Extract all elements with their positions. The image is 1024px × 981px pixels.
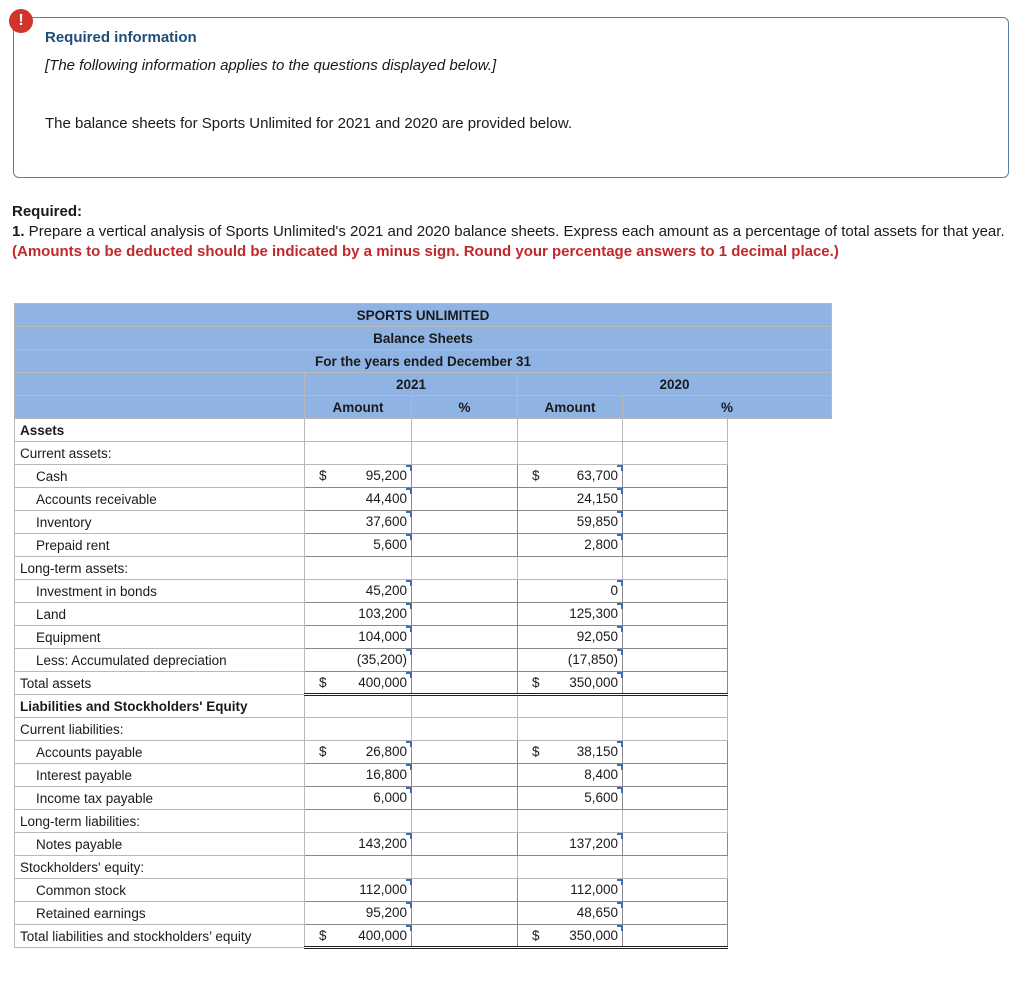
amount-value: 95,200 — [365, 468, 407, 483]
info-title: Required information — [45, 29, 197, 46]
table-row — [15, 626, 832, 649]
percent-input-2021[interactable] — [412, 741, 518, 764]
amount-2020 — [518, 511, 623, 534]
amount-2020 — [518, 833, 623, 856]
amount-value: 400,000 — [358, 675, 407, 690]
amount-value: 38,150 — [576, 744, 618, 759]
amount-2021 — [305, 603, 412, 626]
amount-2021 — [305, 672, 412, 695]
percent-input-2020[interactable] — [623, 764, 728, 787]
amount-header-2020: Amount — [518, 396, 623, 419]
amount-2020 — [518, 810, 623, 833]
table-row — [15, 419, 832, 442]
table-row — [15, 787, 832, 810]
percent-input-2020[interactable] — [623, 741, 728, 764]
table-row — [15, 488, 832, 511]
table-row — [15, 810, 832, 833]
table-row — [15, 902, 832, 925]
row-label: Liabilities and Stockholders' Equity — [15, 695, 305, 718]
table-row — [15, 649, 832, 672]
amount-2020 — [518, 488, 623, 511]
percent-input-2020[interactable] — [623, 787, 728, 810]
amount-value: (35,200) — [356, 652, 407, 667]
amount-2021 — [305, 695, 412, 718]
percent-input-2020[interactable] — [623, 580, 728, 603]
amount-value: 0 — [610, 583, 618, 598]
table-row — [15, 580, 832, 603]
amount-2021 — [305, 511, 412, 534]
amount-2020 — [518, 902, 623, 925]
alert-icon: ! — [9, 9, 33, 33]
amount-value: 2,800 — [584, 537, 618, 552]
percent-input-2020[interactable] — [623, 649, 728, 672]
statement-period: For the years ended December 31 — [15, 350, 832, 373]
row-label: Inventory — [15, 511, 305, 534]
amount-value: 24,150 — [576, 491, 618, 506]
currency-symbol: $ — [532, 928, 540, 943]
currency-symbol: $ — [319, 928, 327, 943]
amount-2020 — [518, 534, 623, 557]
table-row — [15, 718, 832, 741]
amount-value: 350,000 — [569, 928, 618, 943]
amount-2021 — [305, 810, 412, 833]
amount-2020 — [518, 626, 623, 649]
percent-input-2020[interactable] — [623, 626, 728, 649]
amount-value: 104,000 — [358, 629, 407, 644]
amount-2021 — [305, 879, 412, 902]
amount-value: 125,300 — [569, 606, 618, 621]
amount-2020 — [518, 442, 623, 465]
row-label: Current liabilities: — [15, 718, 305, 741]
amount-value: 112,000 — [570, 882, 618, 897]
amount-value: 137,200 — [569, 836, 618, 851]
table-row — [15, 511, 832, 534]
table-row — [15, 925, 832, 948]
amount-value: 95,200 — [365, 905, 407, 920]
amount-value: 400,000 — [358, 928, 407, 943]
row-label: Income tax payable — [15, 787, 305, 810]
percent-input-2021[interactable] — [412, 603, 518, 626]
amount-2021 — [305, 718, 412, 741]
row-label: Cash — [15, 465, 305, 488]
percent-input-2021[interactable] — [412, 764, 518, 787]
amount-2021 — [305, 557, 412, 580]
row-label: Land — [15, 603, 305, 626]
percent-blank-2020 — [623, 557, 728, 580]
amount-2021 — [305, 833, 412, 856]
currency-symbol: $ — [532, 468, 540, 483]
percent-blank-2020 — [623, 419, 728, 442]
percent-blank-2021 — [412, 810, 518, 833]
amount-value: 143,200 — [358, 836, 407, 851]
table-row — [15, 879, 832, 902]
amount-value: 48,650 — [576, 905, 618, 920]
amount-2020 — [518, 672, 623, 695]
percent-input-2020[interactable] — [623, 879, 728, 902]
row-label: Assets — [15, 419, 305, 442]
percent-input-2021[interactable] — [412, 626, 518, 649]
amount-2021 — [305, 649, 412, 672]
row-label: Long-term liabilities: — [15, 810, 305, 833]
amount-2020 — [518, 718, 623, 741]
table-row — [15, 442, 832, 465]
required-instructions — [12, 222, 1007, 261]
percent-input-2021[interactable] — [412, 833, 518, 856]
table-row — [15, 856, 832, 879]
percent-input-2021[interactable] — [412, 925, 518, 948]
row-label: Total assets — [15, 672, 305, 695]
table-row — [15, 695, 832, 718]
percent-input-2021[interactable] — [412, 580, 518, 603]
amount-value: 6,000 — [373, 790, 407, 805]
row-label: Equipment — [15, 626, 305, 649]
table-row — [15, 764, 832, 787]
amount-2020 — [518, 787, 623, 810]
info-description: The balance sheets for Sports Unlimited for 2021 and 2020 are provided below. — [45, 115, 572, 132]
amount-2020 — [518, 419, 623, 442]
amount-value: 350,000 — [569, 675, 618, 690]
percent-blank-2020 — [623, 856, 728, 879]
row-label: Long-term assets: — [15, 557, 305, 580]
amount-value: 45,200 — [365, 583, 407, 598]
percent-blank-2020 — [623, 695, 728, 718]
table-row — [15, 741, 832, 764]
currency-symbol: $ — [319, 468, 327, 483]
amount-2021 — [305, 787, 412, 810]
amount-value: 59,850 — [576, 514, 618, 529]
percent-input-2020[interactable] — [623, 511, 728, 534]
year-2020-header: 2020 — [518, 373, 832, 396]
row-label: Stockholders' equity: — [15, 856, 305, 879]
year-2021-header: 2021 — [305, 373, 518, 396]
header-blank — [15, 373, 305, 396]
percent-blank-2021 — [412, 419, 518, 442]
amount-header-2021: Amount — [305, 396, 412, 419]
percent-blank-2021 — [412, 695, 518, 718]
percent-blank-2020 — [623, 718, 728, 741]
percent-input-2021[interactable] — [412, 879, 518, 902]
amount-2020 — [518, 580, 623, 603]
table-row — [15, 534, 832, 557]
row-label: Interest payable — [15, 764, 305, 787]
currency-symbol: $ — [532, 675, 540, 690]
amount-value: 63,700 — [576, 468, 618, 483]
required-label: Required: — [12, 203, 83, 220]
required-text: Prepare a vertical analysis of Sports Unlimited's 2021 and 2020 balance sheets. Express each amount as a percentage of total assets for that year. — [24, 223, 1005, 240]
amount-2021 — [305, 902, 412, 925]
amount-2021 — [305, 741, 412, 764]
table-row — [15, 603, 832, 626]
percent-input-2020[interactable] — [623, 902, 728, 925]
percent-blank-2020 — [623, 442, 728, 465]
amount-2020 — [518, 764, 623, 787]
row-label: Less: Accumulated depreciation — [15, 649, 305, 672]
percent-input-2020[interactable] — [623, 603, 728, 626]
percent-blank-2021 — [412, 856, 518, 879]
table-row — [15, 672, 832, 695]
row-label: Notes payable — [15, 833, 305, 856]
amount-2021 — [305, 580, 412, 603]
amount-2021 — [305, 419, 412, 442]
amount-value: 112,000 — [359, 882, 407, 897]
required-number: 1. — [12, 223, 25, 240]
percent-input-2021[interactable] — [412, 672, 518, 695]
amount-2020 — [518, 465, 623, 488]
amount-value: 8,400 — [584, 767, 618, 782]
amount-2021 — [305, 925, 412, 948]
row-label: Investment in bonds — [15, 580, 305, 603]
row-label: Prepaid rent — [15, 534, 305, 557]
percent-input-2021[interactable] — [412, 488, 518, 511]
amount-2021 — [305, 465, 412, 488]
amount-2021 — [305, 534, 412, 557]
amount-value: (17,850) — [567, 652, 618, 667]
amount-value: 5,600 — [373, 537, 407, 552]
percent-input-2020[interactable] — [623, 488, 728, 511]
percent-input-2021[interactable] — [412, 649, 518, 672]
percent-input-2021[interactable] — [412, 902, 518, 925]
currency-symbol: $ — [319, 744, 327, 759]
amount-value: 44,400 — [365, 491, 407, 506]
row-label: Current assets: — [15, 442, 305, 465]
row-label: Total liabilities and stockholders’ equity — [15, 925, 305, 948]
amount-2020 — [518, 557, 623, 580]
percent-input-2021[interactable] — [412, 511, 518, 534]
percent-input-2021[interactable] — [412, 534, 518, 557]
currency-symbol: $ — [319, 675, 327, 690]
amount-value: 103,200 — [358, 606, 407, 621]
company-name: SPORTS UNLIMITED — [15, 304, 832, 327]
amount-value: 5,600 — [584, 790, 618, 805]
amount-value: 37,600 — [365, 514, 407, 529]
amount-2020 — [518, 879, 623, 902]
table-row — [15, 833, 832, 856]
amount-2021 — [305, 488, 412, 511]
percent-input-2021[interactable] — [412, 465, 518, 488]
required-rounding-note: (Amounts to be deducted should be indicated by a minus sign. Round your percentage answers to 1 decimal place.) — [12, 242, 839, 260]
percent-header-2020: % — [623, 396, 832, 419]
row-label: Retained earnings — [15, 902, 305, 925]
percent-input-2021[interactable] — [412, 787, 518, 810]
table-row — [15, 465, 832, 488]
percent-blank-2021 — [412, 718, 518, 741]
percent-input-2020[interactable] — [623, 465, 728, 488]
amount-value: 26,800 — [365, 744, 407, 759]
amount-2020 — [518, 649, 623, 672]
header-blank — [15, 396, 305, 419]
percent-blank-2021 — [412, 557, 518, 580]
row-label: Common stock — [15, 879, 305, 902]
amount-2021 — [305, 626, 412, 649]
amount-2020 — [518, 925, 623, 948]
percent-input-2020[interactable] — [623, 534, 728, 557]
currency-symbol: $ — [532, 744, 540, 759]
percent-blank-2020 — [623, 810, 728, 833]
amount-2021 — [305, 764, 412, 787]
amount-value: 92,050 — [576, 629, 618, 644]
info-note: [The following information applies to the questions displayed below.] — [45, 57, 497, 74]
amount-value: 16,800 — [365, 767, 407, 782]
percent-input-2020[interactable] — [623, 833, 728, 856]
table-row — [15, 557, 832, 580]
amount-2020 — [518, 741, 623, 764]
amount-2020 — [518, 856, 623, 879]
percent-header-2021: % — [412, 396, 518, 419]
amount-2021 — [305, 856, 412, 879]
statement-title: Balance Sheets — [15, 327, 832, 350]
percent-input-2020[interactable] — [623, 672, 728, 695]
percent-input-2020[interactable] — [623, 925, 728, 948]
amount-2021 — [305, 442, 412, 465]
amount-2020 — [518, 603, 623, 626]
row-label: Accounts receivable — [15, 488, 305, 511]
balance-sheet-table — [14, 303, 832, 949]
row-label: Accounts payable — [15, 741, 305, 764]
percent-blank-2021 — [412, 442, 518, 465]
amount-2020 — [518, 695, 623, 718]
